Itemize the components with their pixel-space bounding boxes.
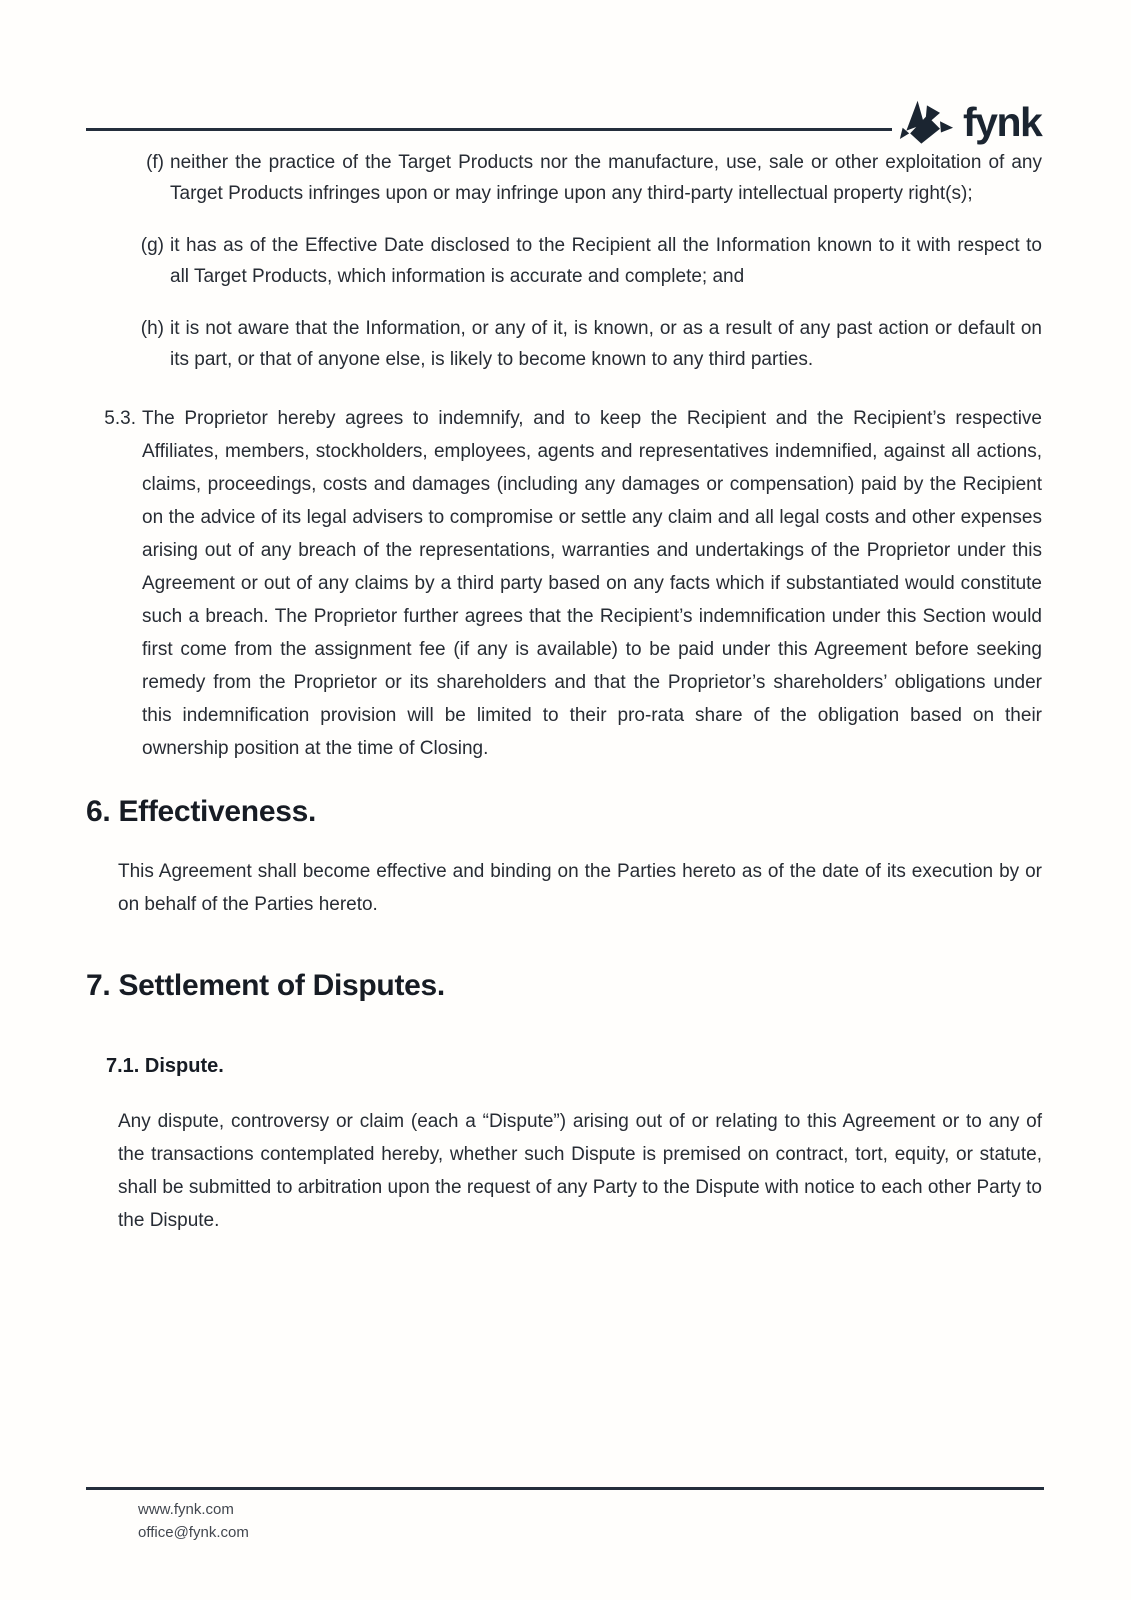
brand-name: fynk (963, 98, 1042, 145)
clause-text: neither the practice of the Target Products nor the manufacture, use, sale or other exploitation of any Target Products infringes upon or may infringe upon any third-party intellectual property right(s); (170, 152, 1042, 204)
clause-text: it is not aware that the Information, or any of it, is known, or as a result of any past action or default on its part, or that of anyone else, is likely to become known to any third parties. (170, 318, 1042, 370)
section-7-1-body: Any dispute, controversy or claim (each a “Dispute”) arising out of or relating to this Agreement or to any of the transactions contemplated hereby, whether such Dispute is premised on contract, tort, equity, or statute, shall be submitted to arbitration upon the request of any Party to the Dispute with notice to each other Party to the Dispute. (118, 1111, 1042, 1231)
clause-h (86, 313, 1042, 375)
section-6-body: This Agreement shall become effective and binding on the Parties hereto as of the date of its execution by or on behalf of the Parties hereto. (118, 861, 1042, 915)
footer-website: www.fynk.com (138, 1501, 234, 1518)
clause-f (86, 147, 1042, 209)
contract-body (86, 0, 1042, 1237)
footer-email: office@fynk.com (138, 1524, 249, 1541)
section-7-heading: 7. Settlement of Disputes. (86, 969, 445, 1002)
clause-text: The Proprietor hereby agrees to indemnify, and to keep the Recipient and the Recipient’s respective Affiliates, members, stockholders, employees, agents and representatives indemnified, against all actions, claims, proceedings, costs and damages (including any damages or compensation) paid by the Recipient on the advice of its legal advisers to compromise or settle any claim and all legal costs and other expenses arising out of any breach of the representations, warranties and undertakings of the Proprietor under this Agreement or out of any claims by a third party based on any facts which if substantiated would constitute such a breach. The Proprietor further agrees that the Recipient’s indemnification under this Section would first come from the assignment fee (if any is available) to be paid under this Agreement before seeking remedy from the Proprietor or its shareholders and that the Proprietor’s shareholders’ obligations under this indemnification provision will be limited to their pro-rata share of the obligation based on their ownership position at the time of Closing. (142, 408, 1042, 759)
clause-label: (f) (146, 152, 164, 173)
clause-label: (g) (140, 235, 164, 256)
clause-label: 5.3. (104, 408, 136, 429)
section-7-1-heading: 7.1. Dispute. (106, 1055, 224, 1077)
clause-text: it has as of the Effective Date disclosed to the Recipient all the Information known to it with respect to all Target Products, which information is accurate and complete; and (170, 235, 1042, 287)
clause-g (86, 230, 1042, 292)
footer-divider (86, 1487, 1044, 1490)
footer (138, 1498, 249, 1544)
clause-label: (h) (140, 318, 164, 339)
clause-5-3 (86, 402, 1042, 765)
section-6-heading: 6. Effectiveness. (86, 795, 317, 828)
